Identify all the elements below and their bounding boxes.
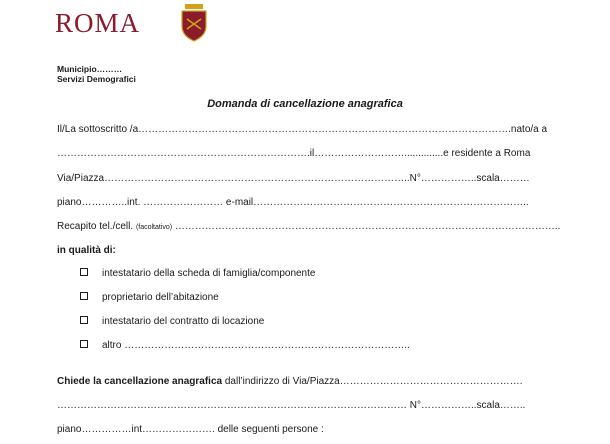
checkbox-icon[interactable]: [80, 316, 88, 324]
roma-logo-text: ROMA: [55, 8, 141, 38]
address-line[interactable]: Via/Piazza………………………………………………………………………………..N°……………..scala………: [57, 173, 530, 184]
request-address[interactable]: dall’indirizzo di Via/Piazza……………………………………………….: [222, 376, 523, 387]
request-address-line[interactable]: …………………………………………………………………………………………… N°……………..scala……..: [57, 400, 526, 411]
phone-dots[interactable]: ……………………………………………………………………………………………………..: [172, 221, 561, 232]
option-label: intestatario della scheda di famiglia/componente: [102, 268, 316, 279]
option-owner[interactable]: [80, 292, 219, 304]
office-block: [57, 64, 136, 84]
checkbox-icon[interactable]: [80, 292, 88, 300]
optional-note: (facoltativo): [135, 224, 173, 231]
roma-crest-icon: [179, 4, 209, 42]
phone-line[interactable]: [57, 221, 588, 234]
capacity-label: in qualità di:: [57, 245, 116, 256]
servizi-label: Servizi Demografici: [57, 74, 136, 84]
municipio-label: Municipio………: [57, 64, 123, 74]
name-birthplace-line[interactable]: Il/La sottoscritto /a………………………………………………………………………………………………….nato/a a: [57, 124, 548, 135]
option-label: proprietario dell’abitazione: [102, 292, 219, 303]
request-label: Chiede la cancellazione anagrafica: [57, 376, 223, 387]
request-line[interactable]: [57, 376, 588, 388]
option-label: intestatario del contratto di locazione: [102, 316, 265, 327]
checkbox-icon[interactable]: [80, 268, 88, 276]
form-title: Domanda di cancellazione anagrafica: [207, 98, 403, 110]
birthdate-residence-line[interactable]: ………………………………………………………………….il………………………..............e residente a Roma: [57, 148, 531, 159]
request-floor-line[interactable]: piano……………int…………………. delle seguenti persone :: [57, 424, 324, 435]
option-other[interactable]: [80, 340, 410, 352]
phone-label: Recapito tel./cell.: [57, 221, 136, 232]
option-householder[interactable]: [80, 268, 315, 280]
floor-email-line[interactable]: piano…………..int. …………………… e-mail………………………………………………………………………..: [57, 197, 529, 208]
checkbox-icon[interactable]: [80, 340, 88, 348]
option-tenant[interactable]: [80, 316, 264, 328]
option-label: altro …………………………………………………………………………..: [102, 340, 410, 351]
